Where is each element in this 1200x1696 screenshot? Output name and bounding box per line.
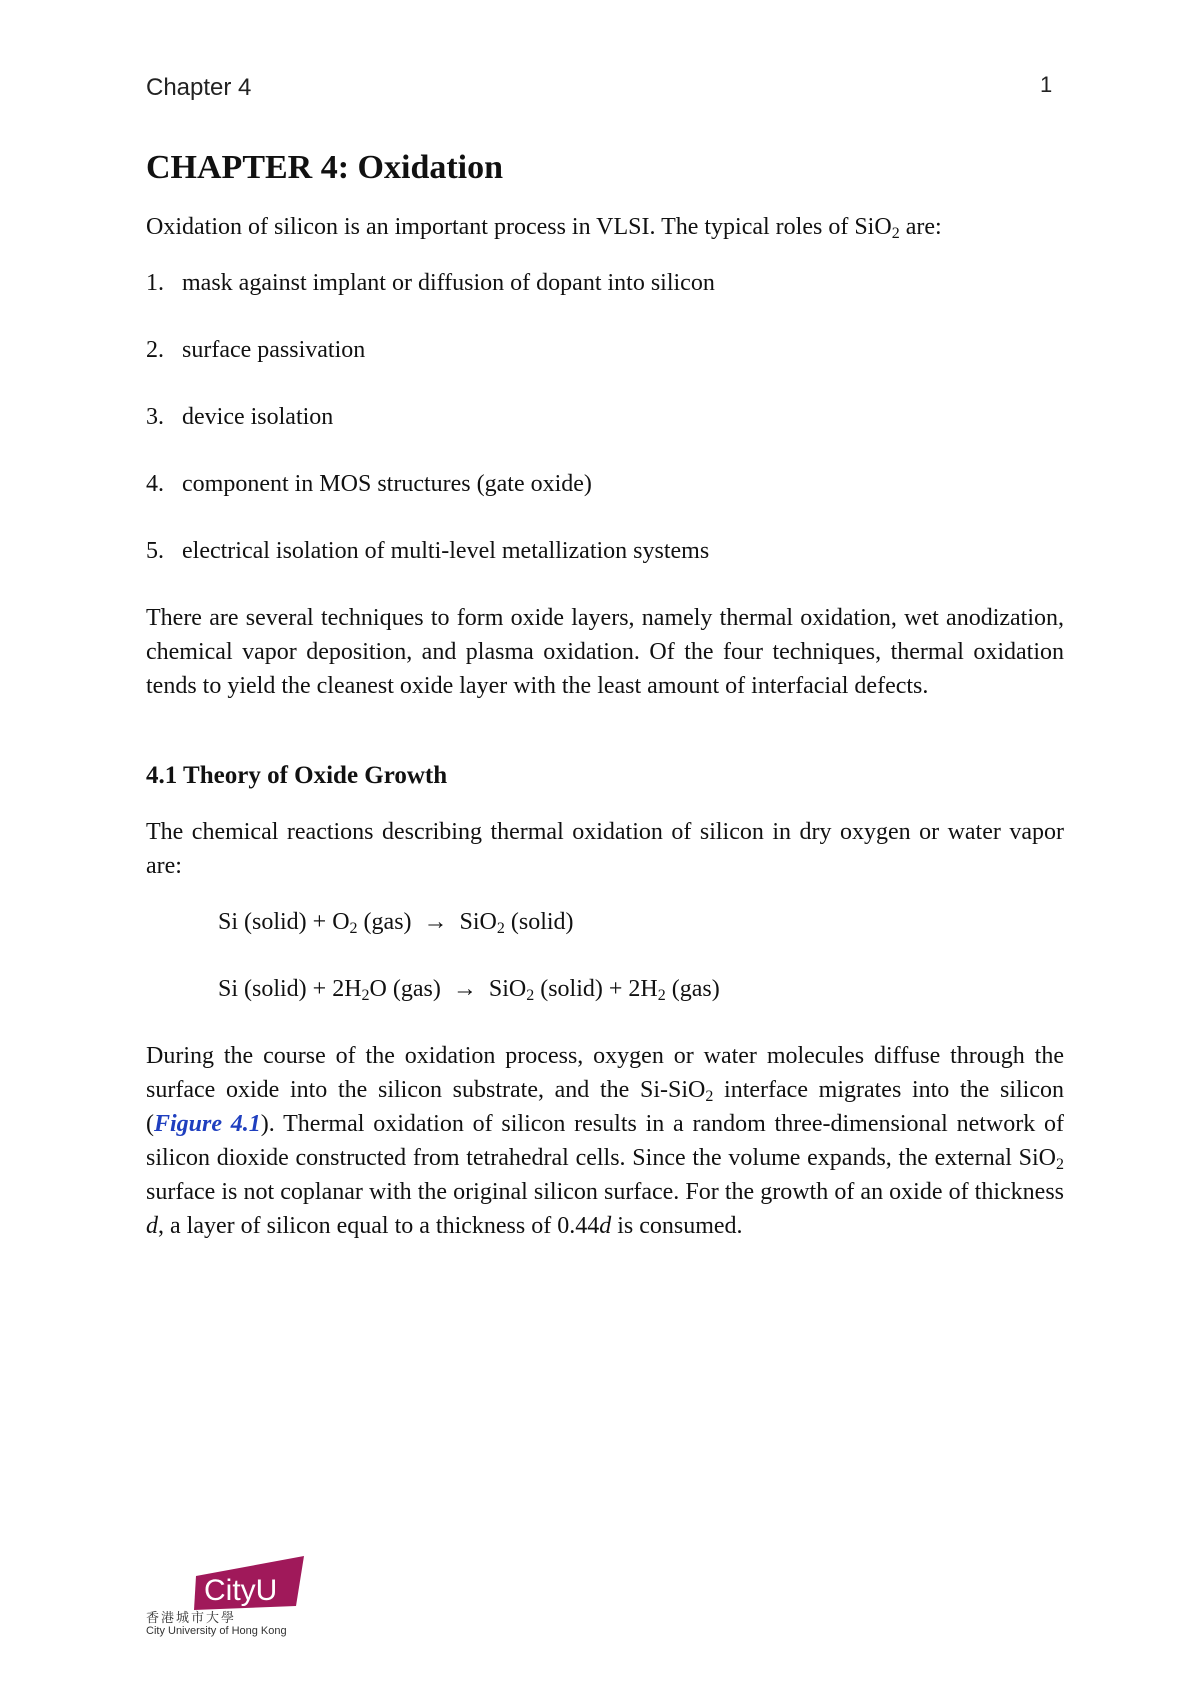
svg-text:CityU: CityU [204,1574,278,1607]
list-item: 3. device isolation [146,404,334,430]
equation-wet-oxidation: Si (solid) + $2H_2O$ (gas) → SiO$_2$ (solid) + $2H_2$ (gas) [218,972,1064,1006]
page-content [146,146,1064,1265]
running-header: Chapter 4 [146,74,252,101]
reactions-intro: The chemical reactions describing thermal oxidation of silicon in dry oxygen or water vapor are: [146,819,1064,879]
list-item: 4. component in MOS structures (gate oxide) [146,471,592,497]
figure-4-1-link[interactable]: Figure 4.1 [154,1111,261,1137]
arrow-icon: → [452,976,477,1002]
intro-paragraph: Oxidation of silicon is an important process in VLSI. The typical roles of SiO$_2$ are: [146,214,942,242]
arrow-icon: → [423,909,448,935]
page-number: 1 [1040,72,1053,97]
section-title: 4.1 Theory of Oxide Growth [146,762,448,789]
logo-english-name: City University of Hong Kong [146,1625,287,1637]
logo-chinese-name: 香港城市大學 [146,1611,237,1626]
growth-paragraph: During the course of the oxidation process, oxygen or water molecules diffuse through the surface oxide into the silicon substrate, and the Si-SiO$_2$ interface migrates into the silicon (Figure 4.1). Thermal oxidation of silicon results in a random three-dimensional network of silicon dioxide constructed from tetrahedral cells. Since the volume expands, the external SiO$_2$ surface is not coplanar with the original silicon surface. For the growth of an oxide of thickness d, a layer of silicon equal to a thickness of 0.44d is consumed. [146,1043,1065,1239]
list-item: 1. mask against implant or diffusion of dopant into silicon [146,270,715,296]
techniques-paragraph: There are several techniques to form oxide layers, namely thermal oxidation, wet anodization, chemical vapor deposition, and plasma oxidation. Of the four techniques, thermal oxidation tends to yield the cleanest oxide layer with the least amount of interfacial defects. [146,605,1064,699]
chapter-title: CHAPTER 4: Oxidation [146,149,504,186]
roles-list [146,266,1064,568]
list-item: 5. electrical isolation of multi-level metallization systems [146,538,710,564]
equation-dry-oxidation: Si (solid) + $O_2$ (gas) → SiO$_2$ (solid) [218,905,1064,939]
list-item: 2. surface passivation [146,337,366,363]
